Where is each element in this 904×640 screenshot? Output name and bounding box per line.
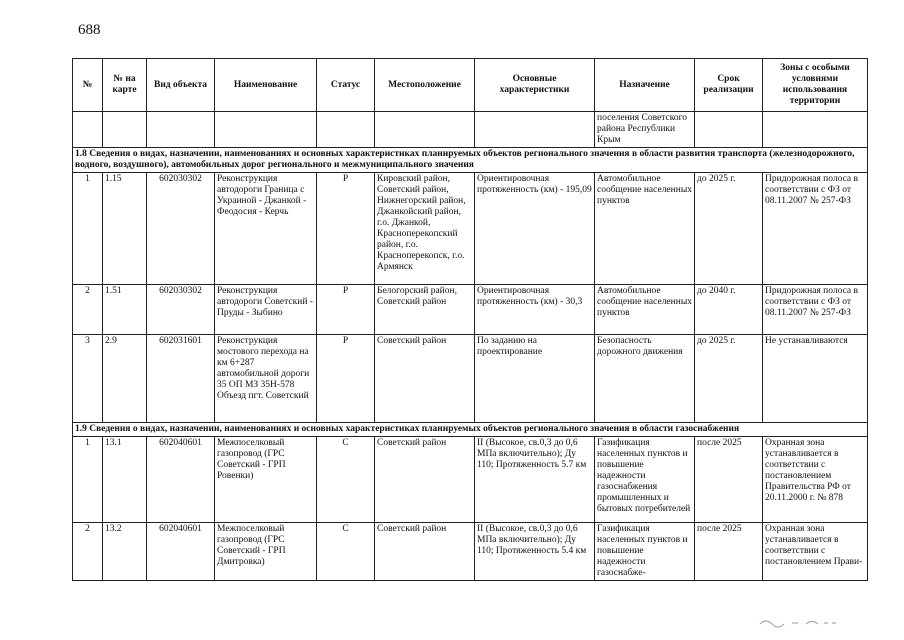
table-cell: Реконструкция мостового перехода на км 6+287 автомобильной дороги 35 ОП МЗ 35Н-578 Объезд пгт. Советский [215,335,317,423]
table-cell: 602040601 [147,523,215,581]
table-cell: после 2025 [695,523,763,581]
header-object-type: Вид объекта [147,59,215,112]
scribble-icon [758,614,838,628]
table-cell: Не устанавливаются [763,335,868,423]
continuation-row [73,112,868,148]
table-cell: II (Высокое, св.0,3 до 0,6 МПа включительно); Ду 110; Протяженность 5.7 км [475,437,595,523]
header-map-num: № на карте [103,59,147,112]
table-cell: 2 [73,523,103,581]
table-cell: после 2025 [695,437,763,523]
header-location: Местоположение [375,59,475,112]
table-cell [215,112,317,148]
header-row [73,59,868,112]
table-cell: Охранная зона устанавливается в соответствии с постановлением Правительства РФ от 20.11.2000 г. № 878 [763,437,868,523]
header-num: № [73,59,103,112]
header-status: Статус [317,59,375,112]
table-cell: 602030302 [147,173,215,285]
table-cell: 602030302 [147,285,215,335]
table-cell: Межпоселковый газопровод (ГРС Советский - ГРП Ровенки) [215,437,317,523]
table-row [73,335,868,423]
continuation-purpose: поселения Советского района Республики Крым [595,112,695,148]
table-row [73,523,868,581]
table-row [73,173,868,285]
header-term: Срок реализации [695,59,763,112]
table-cell: 602040601 [147,437,215,523]
table-cell: 1.15 [103,173,147,285]
table-cell: 1.51 [103,285,147,335]
table-cell: Придорожная полоса в соответствии с ФЗ от 08.11.2007 № 257-ФЗ [763,285,868,335]
table-cell [147,112,215,148]
table-cell: Советский район [375,523,475,581]
table-cell [695,112,763,148]
table-row [73,437,868,523]
table-cell [475,112,595,148]
table-cell: 3 [73,335,103,423]
table-cell: Ориентировочная протяженность (км) - 195,09 [475,173,595,285]
table-cell: С [317,523,375,581]
table-cell: Кировский район, Советский район, Нижнегорский район, Джанкойский район, г.о. Джанкой, Красноперекопский район, г.о. Красноперекопск, г.о. Армянск [375,173,475,285]
header-name: Наименование [215,59,317,112]
table-cell: 1 [73,173,103,285]
table-cell: 13.1 [103,437,147,523]
table-cell: 13.2 [103,523,147,581]
table-cell: Газификация населенных пунктов и повышение надежности газоснабже- [595,523,695,581]
table-cell: Автомобильное сообщение населенных пунктов [595,173,695,285]
table-cell: Р [317,173,375,285]
table-cell: Р [317,285,375,335]
table-cell: II (Высокое, св.0,3 до 0,6 МПа включительно); Ду 110; Протяженность 5.4 км [475,523,595,581]
table-cell: Межпоселковый газопровод (ГРС Советский - ГРП Дмитровка) [215,523,317,581]
table-cell: до 2025 г. [695,173,763,285]
section-title: 1.9 Сведения о видах, назначении, наименованиях и основных характеристиках планируемых объектов регионального значения в области газоснабжения [73,423,868,437]
table-row [73,285,868,335]
header-purpose: Назначение [595,59,695,112]
section-title: 1.8 Сведения о видах, назначении, наименованиях и основных характеристиках планируемых объектов регионального значения в области развития транспорта (железнодорожного, водного, воздушного), автомобильных дорог регионального и межмуниципального значения [73,148,868,173]
table-cell: 2 [73,285,103,335]
table-cell: Советский район [375,335,475,423]
section-title-row [73,148,868,173]
table-cell: Реконструкция автодороги Советский - Пруды - Зыбино [215,285,317,335]
planning-table [72,58,868,581]
table-cell [73,112,103,148]
table-cell: 602031601 [147,335,215,423]
table-cell: Ориентировочная протяженность (км) - 30,3 [475,285,595,335]
table-cell: Газификация населенных пунктов и повышение надежности газоснабжения промышленных и бытовых потребителей [595,437,695,523]
table-cell: По заданию на проектирование [475,335,595,423]
table-cell [103,112,147,148]
table-cell: Р [317,335,375,423]
section-title-row [73,423,868,437]
stamp-marks [758,614,838,630]
table-cell: С [317,437,375,523]
table-cell: Безопасность дорожного движения [595,335,695,423]
table-cell [317,112,375,148]
table-cell: Реконструкция автодороги Граница с Украиной - Джанкой - Феодосия - Керчь [215,173,317,285]
table-cell: Охранная зона устанавливается в соответствии с постановлением Прави- [763,523,868,581]
header-zones: Зоны с особыми условиями использования территории [763,59,868,112]
table-cell: Автомобильное сообщение населенных пунктов [595,285,695,335]
page-number: 688 [78,22,101,38]
table-cell: Советский район [375,437,475,523]
header-characteristics: Основные характеристики [475,59,595,112]
table-cell: до 2040 г. [695,285,763,335]
table-cell: 1 [73,437,103,523]
table-cell: до 2025 г. [695,335,763,423]
table-cell: Придорожная полоса в соответствии с ФЗ от 08.11.2007 № 257-ФЗ [763,173,868,285]
table-cell: 2.9 [103,335,147,423]
table-cell [375,112,475,148]
table-cell [763,112,868,148]
table-cell: Белогорский район, Советский район [375,285,475,335]
